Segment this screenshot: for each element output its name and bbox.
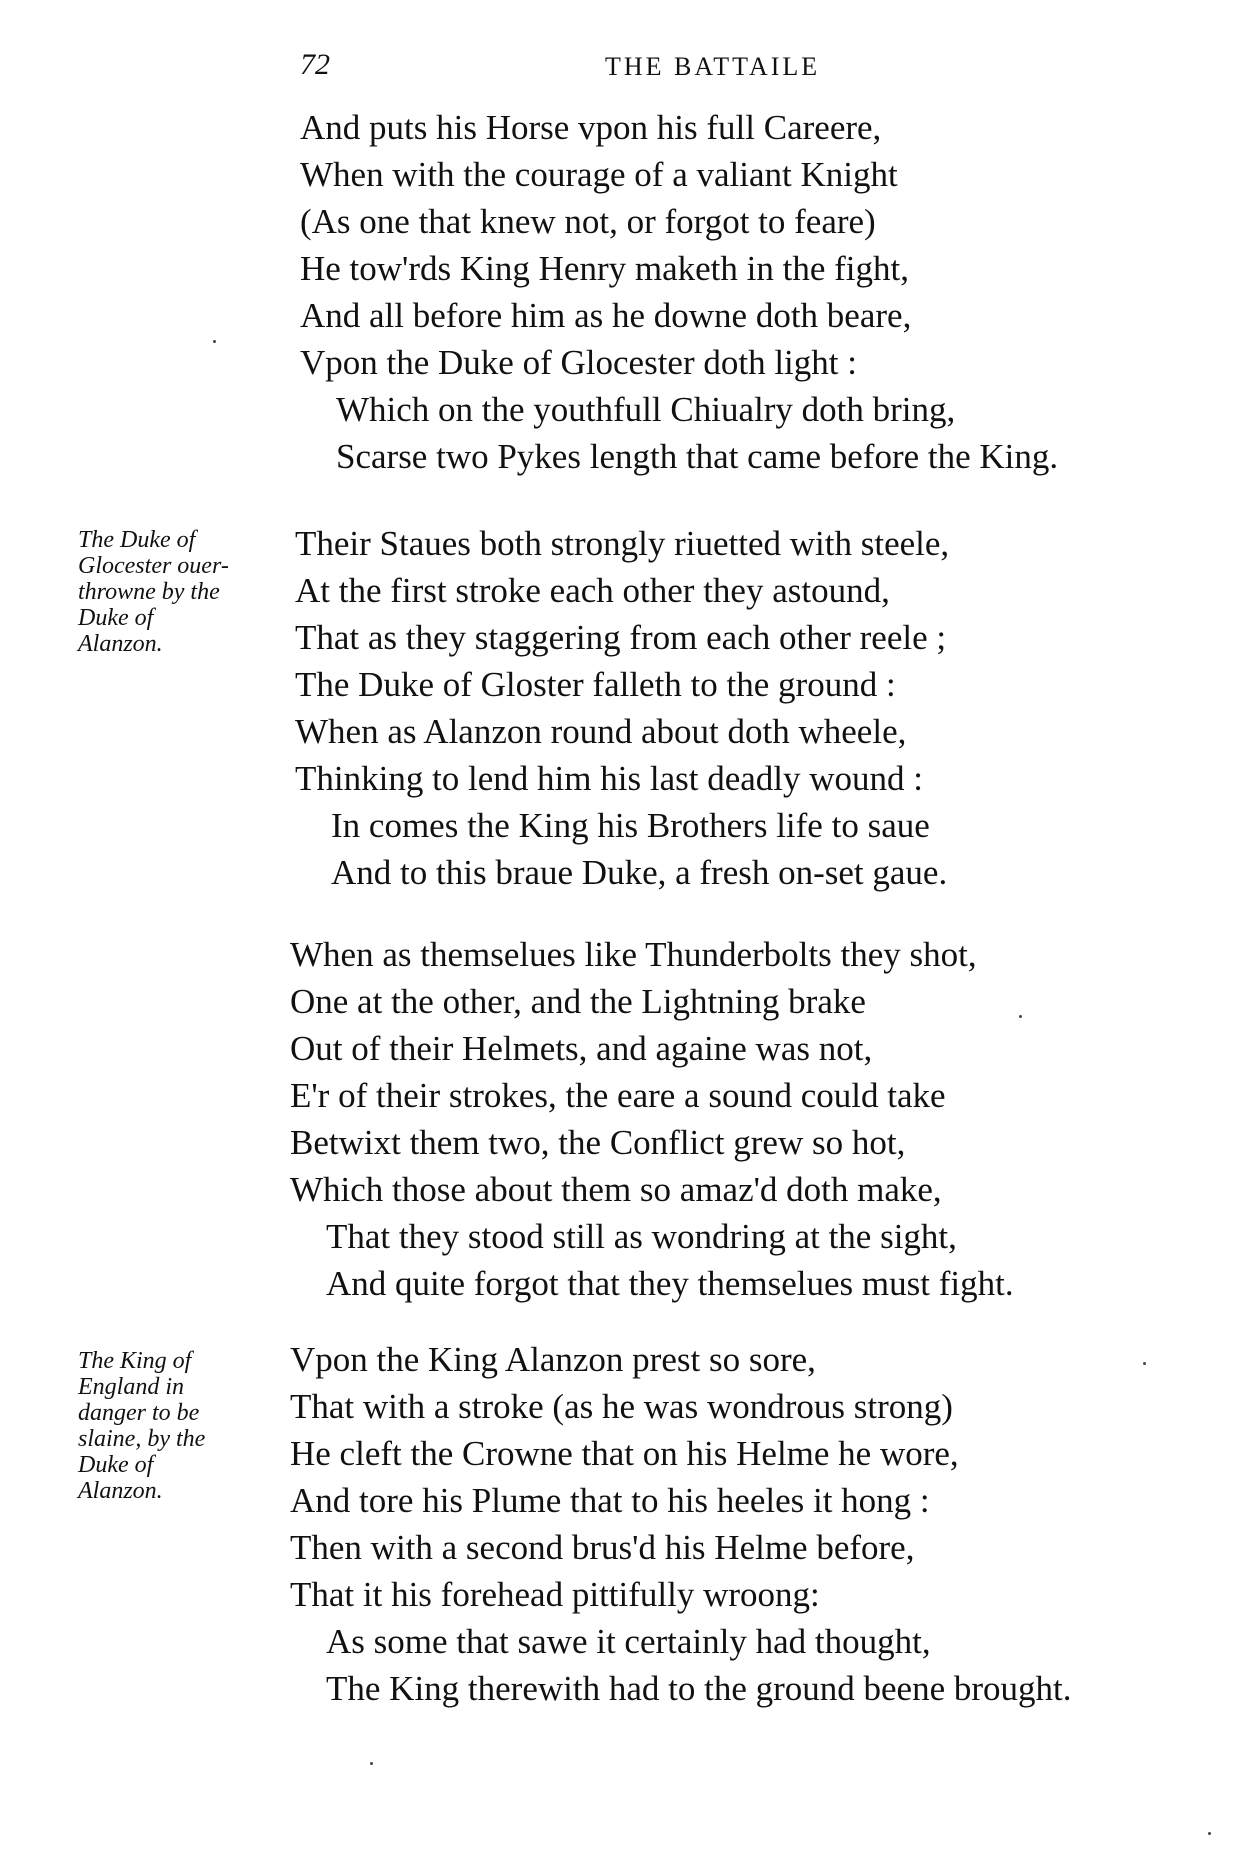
verse-line: And quite forgot that they themselues must fight. [326, 1264, 1014, 1303]
verse-line: In comes the King his Brothers life to saue [331, 806, 930, 845]
verse-line: Vpon the Duke of Glocester doth light : [300, 343, 857, 382]
verse-line: (As one that knew not, or forgot to feare) [300, 202, 876, 241]
verse-line: Vpon the King Alanzon prest so sore, [290, 1340, 816, 1379]
note-line: The King of [78, 1348, 192, 1374]
verse-line: And to this braue Duke, a fresh on-set gaue. [331, 853, 948, 892]
note-line: slaine, by the [78, 1426, 206, 1452]
scan-speck [1019, 1015, 1022, 1018]
verse-line: E'r of their strokes, the eare a sound could take [290, 1076, 946, 1115]
verse-line: Thinking to lend him his last deadly wound : [295, 759, 924, 798]
verse-line: That as they staggering from each other reele ; [295, 618, 947, 657]
scan-speck [213, 340, 216, 343]
note-line: The Duke of [78, 527, 196, 553]
verse-line: The Duke of Gloster falleth to the ground : [295, 665, 896, 704]
verse-line: Betwixt them two, the Conflict grew so hot, [290, 1123, 906, 1162]
marginal-note [78, 527, 288, 657]
note-line: Alanzon. [78, 631, 163, 657]
verse-line: When as Alanzon round about doth wheele, [295, 712, 907, 751]
verse-line: When with the courage of a valiant Knight [300, 155, 898, 194]
verse-line: He tow'rds King Henry maketh in the fight, [300, 249, 909, 288]
verse-line: Which those about them so amaz'd doth make, [290, 1170, 942, 1209]
verse-line: That they stood still as wondring at the sight, [326, 1217, 957, 1256]
scan-speck [1143, 1362, 1146, 1365]
verse-line: Which on the youthfull Chiualry doth bring, [336, 390, 956, 429]
note-line: England in [78, 1374, 184, 1400]
verse-line: And tore his Plume that to his heeles it hong : [290, 1481, 930, 1520]
note-line: Duke of [78, 605, 154, 631]
page-header [300, 48, 1080, 88]
verse-line: Their Staues both strongly riuetted with steele, [295, 524, 950, 563]
note-line: Duke of [78, 1452, 154, 1478]
verse-line: The King therewith had to the ground beene brought. [326, 1669, 1072, 1708]
scan-speck [370, 1762, 373, 1765]
note-line: throwne by the [78, 579, 220, 605]
verse-line: One at the other, and the Lightning brake [290, 982, 866, 1021]
note-line: Glocester ouer- [78, 553, 229, 579]
verse-line: Then with a second brus'd his Helme before, [290, 1528, 915, 1567]
verse-line: At the first stroke each other they astound, [295, 571, 890, 610]
note-line: Alanzon. [78, 1478, 163, 1504]
verse-line: As some that sawe it certainly had thought, [326, 1622, 931, 1661]
marginal-note [78, 1348, 288, 1504]
note-line: danger to be [78, 1400, 200, 1426]
page-number: 72 [300, 48, 330, 81]
verse-line: He cleft the Crowne that on his Helme he wore, [290, 1434, 959, 1473]
verse-line: That with a stroke (as he was wondrous strong) [290, 1387, 953, 1426]
verse-line: Out of their Helmets, and againe was not, [290, 1029, 873, 1068]
verse-line: When as themselues like Thunderbolts they shot, [290, 935, 977, 974]
running-title: THE BATTAILE [605, 52, 821, 81]
verse-line: And puts his Horse vpon his full Careere, [300, 108, 882, 147]
verse-line: Scarse two Pykes length that came before the King. [336, 437, 1059, 476]
scan-speck [1208, 1832, 1211, 1835]
verse-line: And all before him as he downe doth beare, [300, 296, 912, 335]
verse-line: That it his forehead pittifully wroong: [290, 1575, 820, 1614]
